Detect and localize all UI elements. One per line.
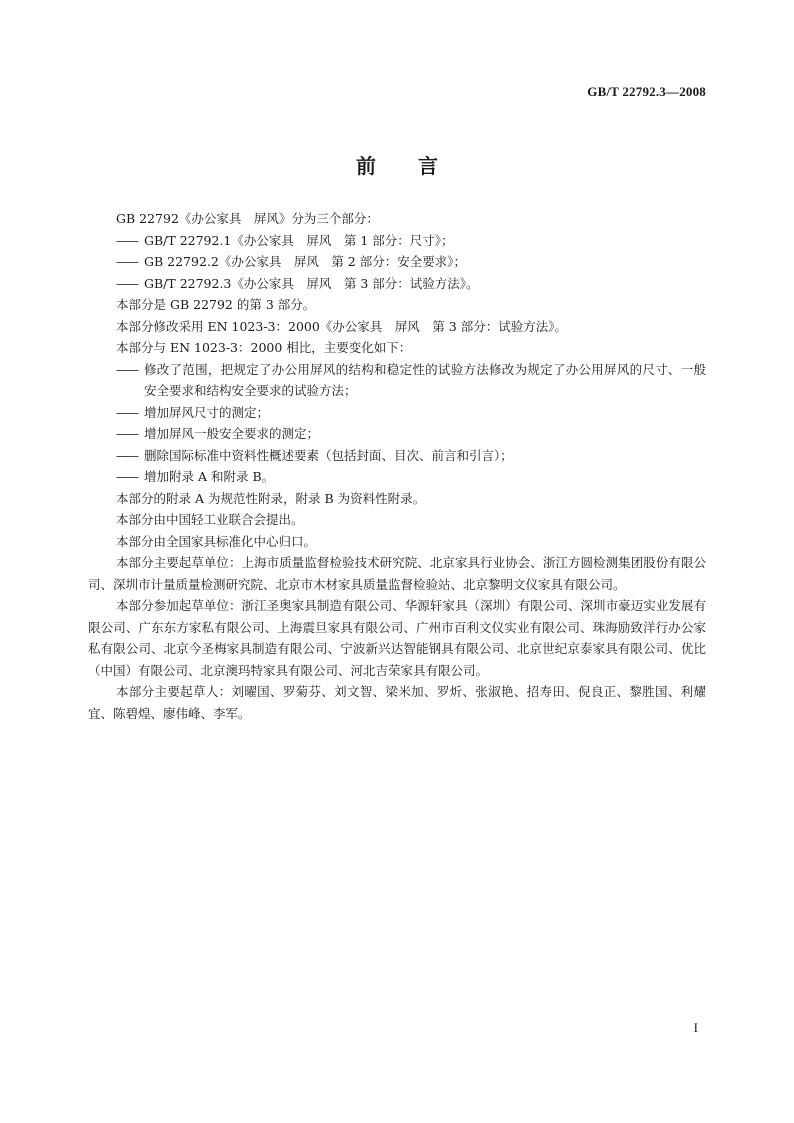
dash-list-item [88,251,706,273]
list-item-text: GB/T 22792.3《办公家具 屏风 第 3 部分：试验方法》。 [144,275,479,291]
dash-marker: —— [116,469,137,484]
dash-list-item [88,273,706,295]
dash-list-item [88,423,706,445]
list-item-text: 增加附录 A 和附录 B。 [144,469,275,484]
dash-list-item [88,402,706,424]
document-body [88,208,706,724]
list-item-text: 修改了范围，把规定了办公用屏风的结构和稳定性的试验方法修改为规定了办公用屏风的尺寸、一般安全要求和结构安全要求的试验方法； [144,361,706,398]
page-title: 前言 [356,154,480,178]
dash-marker: —— [116,426,137,441]
dash-list-item [88,359,706,402]
dash-marker: —— [116,447,137,463]
paragraph: 本部分是 GB 22792 的第 3 部分。 [116,297,316,312]
paragraph: 本部分由全国家具标准化中心归口。 [116,533,317,549]
paragraph: 本部分与 EN 1023-3：2000 相比，主要变化如下： [116,340,412,355]
dash-marker: —— [116,361,137,377]
paragraph: 本部分参加起草单位：浙江圣奥家具制造有限公司、华源轩家具（深圳）有限公司、深圳市豪迈实业发展有限公司、广东东方家私有限公司、上海震旦家具有限公司、广州市百利文仪实业有限公司、珠海励致洋行办公家私有限公司、北京今圣梅家具制造有限公司、宁波新兴达智能钢具有限公司、北京世纪京泰家具有限公司、优比（中国）有限公司、北京澳玛特家具有限公司、河北吉荣家具有限公司。 [88,598,706,678]
dash-list-item [88,445,706,467]
paragraph: GB 22792《办公家具 屏风》分为三个部分： [116,211,379,226]
list-item-text: 增加屏风一般安全要求的测定； [144,426,320,441]
list-item-text: GB/T 22792.1《办公家具 屏风 第 1 部分：尺寸》； [144,232,454,248]
dash-list-item [88,466,706,488]
paragraph: 本部分主要起草人：刘曜国、罗菊芬、刘文智、梁米加、罗炘、张淑艳、招寿田、倪良正、黎胜国、利耀宜、陈碧煌、廖伟峰、李军。 [88,684,706,721]
dash-marker: —— [116,404,137,420]
dash-marker: —— [116,254,137,269]
dash-marker: —— [116,232,137,248]
paragraph: 本部分主要起草单位：上海市质量监督检验技术研究院、北京家具行业协会、浙江方圆检测集团股份有限公司、深圳市计量质量检测研究院、北京市木材家具质量监督检验站、北京黎明文仪家具有限公司。 [88,555,706,592]
paragraph: 本部分的附录 A 为规范性附录，附录 B 为资料性附录。 [116,490,426,506]
paragraph: 本部分由中国轻工业联合会提出。 [116,512,304,527]
list-item-text: 增加屏风尺寸的测定； [144,404,270,420]
dash-list-item [88,230,706,252]
paragraph: 本部分修改采用 EN 1023-3：2000《办公家具 屏风 第 3 部分：试验方法》。 [116,318,567,334]
standard-code: GB/T 22792.3—2008 [587,84,706,99]
list-item-text: 删除国际标准中资料性概述要素（包括封面、目次、前言和引言）； [144,447,513,463]
list-item-text: GB 22792.2《办公家具 屏风 第 2 部分：安全要求》； [144,254,466,269]
dash-marker: —— [116,275,137,291]
page-number: I [693,1020,698,1035]
